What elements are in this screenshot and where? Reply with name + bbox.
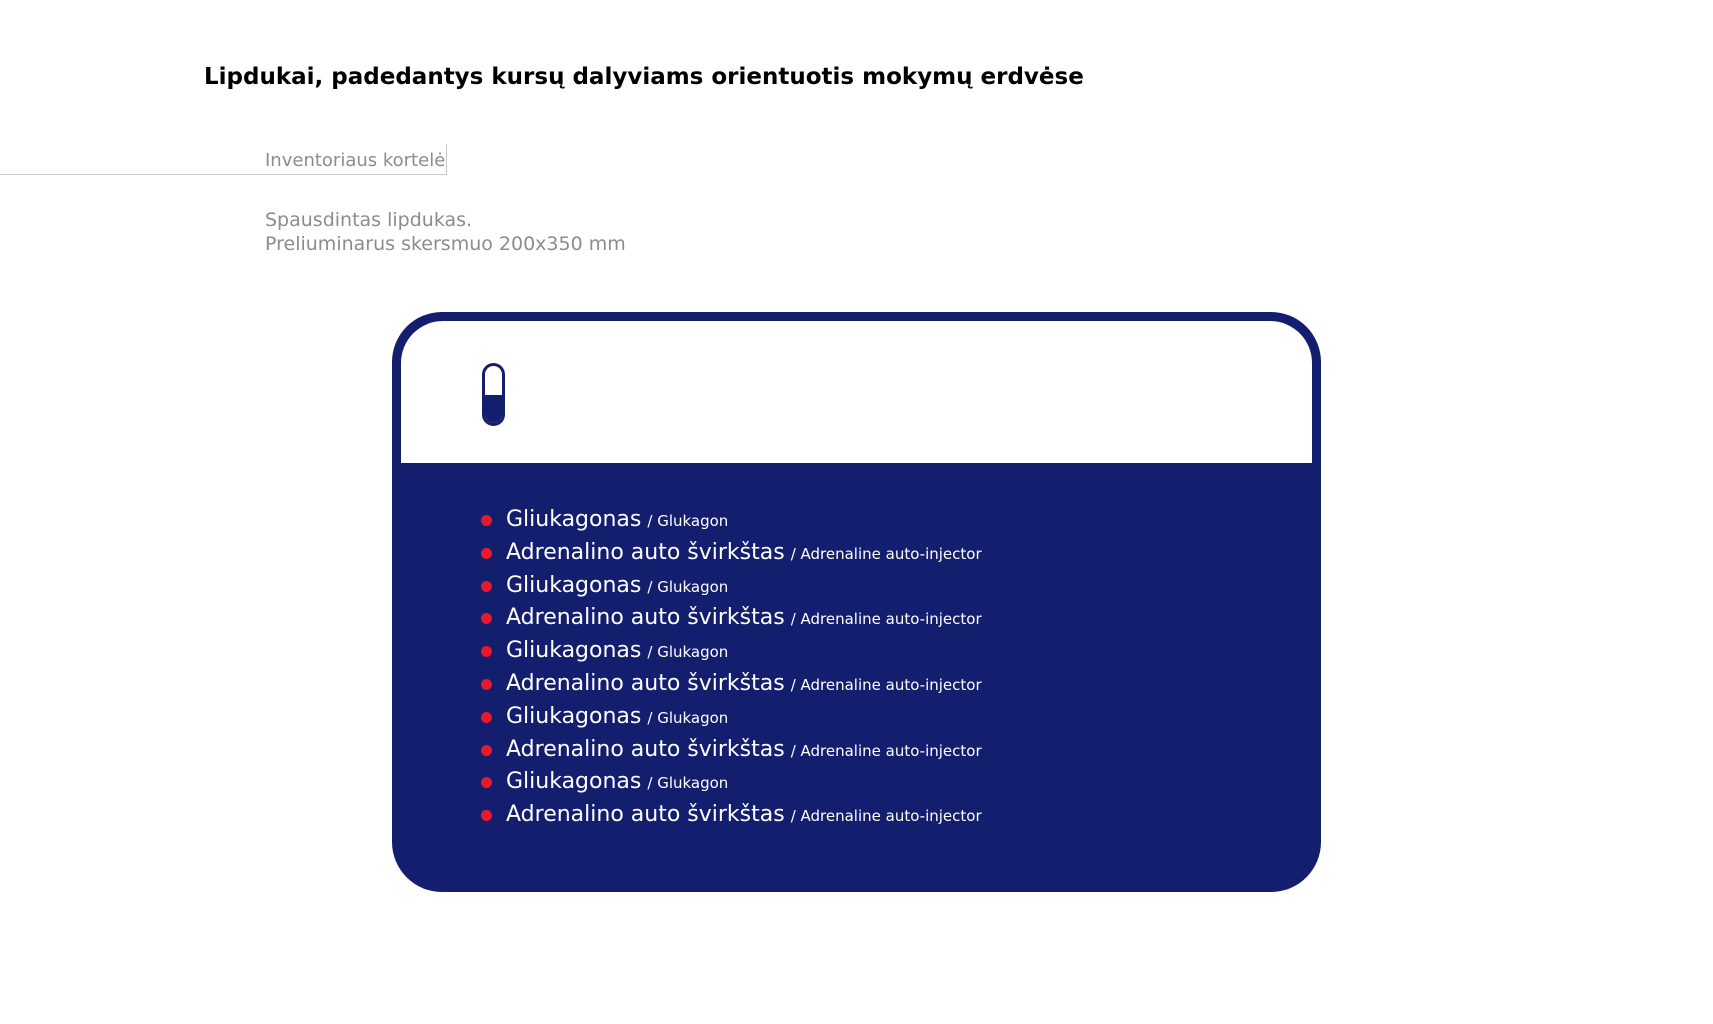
item-name: Gliukagonas <box>506 572 642 598</box>
item-translation: / Adrenaline auto-injector <box>790 675 982 694</box>
item-translation: / Glukagon <box>647 708 729 727</box>
list-item <box>481 537 982 570</box>
bullet-dot-icon <box>481 646 492 657</box>
bullet-dot-icon <box>481 548 492 559</box>
bullet-dot-icon <box>481 777 492 788</box>
bullet-dot-icon <box>481 745 492 756</box>
capsule-icon <box>482 363 505 426</box>
list-item <box>481 701 982 734</box>
inventory-list <box>481 504 982 832</box>
bullet-dot-icon <box>481 810 492 821</box>
bullet-dot-icon <box>481 613 492 624</box>
item-name: Adrenalino auto švirkštas <box>506 736 785 762</box>
bullet-dot-icon <box>481 712 492 723</box>
section-label: Inventoriaus kortelė <box>265 150 446 171</box>
item-name: Adrenalino auto švirkštas <box>506 605 785 631</box>
page-title: Lipdukai, padedantys kursų dalyviams orientuotis mokymų erdvėse <box>204 64 1084 90</box>
list-item <box>481 668 982 701</box>
sticker-header <box>401 321 1312 463</box>
bullet-dot-icon <box>481 581 492 592</box>
item-name: Adrenalino auto švirkštas <box>506 539 785 565</box>
item-name: Gliukagonas <box>506 507 642 532</box>
item-translation: / Adrenaline auto-injector <box>790 544 982 563</box>
inventory-sticker <box>392 312 1321 892</box>
list-item <box>481 504 982 537</box>
bullet-dot-icon <box>481 515 492 526</box>
item-name: Adrenalino auto švirkštas <box>506 670 785 696</box>
list-item <box>481 602 982 635</box>
list-item <box>481 734 982 767</box>
item-translation: / Glukagon <box>647 774 729 793</box>
item-name: Adrenalino auto švirkštas <box>506 802 785 828</box>
section-divider-tick <box>446 144 447 175</box>
list-item <box>481 635 982 668</box>
sticker-description <box>265 208 626 256</box>
list-item <box>481 570 982 603</box>
item-translation: / Adrenaline auto-injector <box>790 807 982 826</box>
capsule-fill <box>485 395 502 424</box>
item-translation: / Glukagon <box>647 643 729 662</box>
item-translation: / Adrenaline auto-injector <box>790 610 982 629</box>
item-name: Gliukagonas <box>506 638 642 664</box>
bullet-dot-icon <box>481 679 492 690</box>
list-item <box>481 799 982 832</box>
list-item <box>481 766 982 799</box>
item-name: Gliukagonas <box>506 769 642 795</box>
item-translation: / Adrenaline auto-injector <box>790 741 982 760</box>
description-line: Spausdintas lipdukas. <box>265 209 473 231</box>
description-line: Preliuminarus skersmuo 200x350 mm <box>265 233 626 255</box>
item-name: Gliukagonas <box>506 703 642 729</box>
item-translation: / Glukagon <box>647 512 729 530</box>
item-translation: / Glukagon <box>647 577 729 596</box>
section-divider <box>0 174 447 175</box>
